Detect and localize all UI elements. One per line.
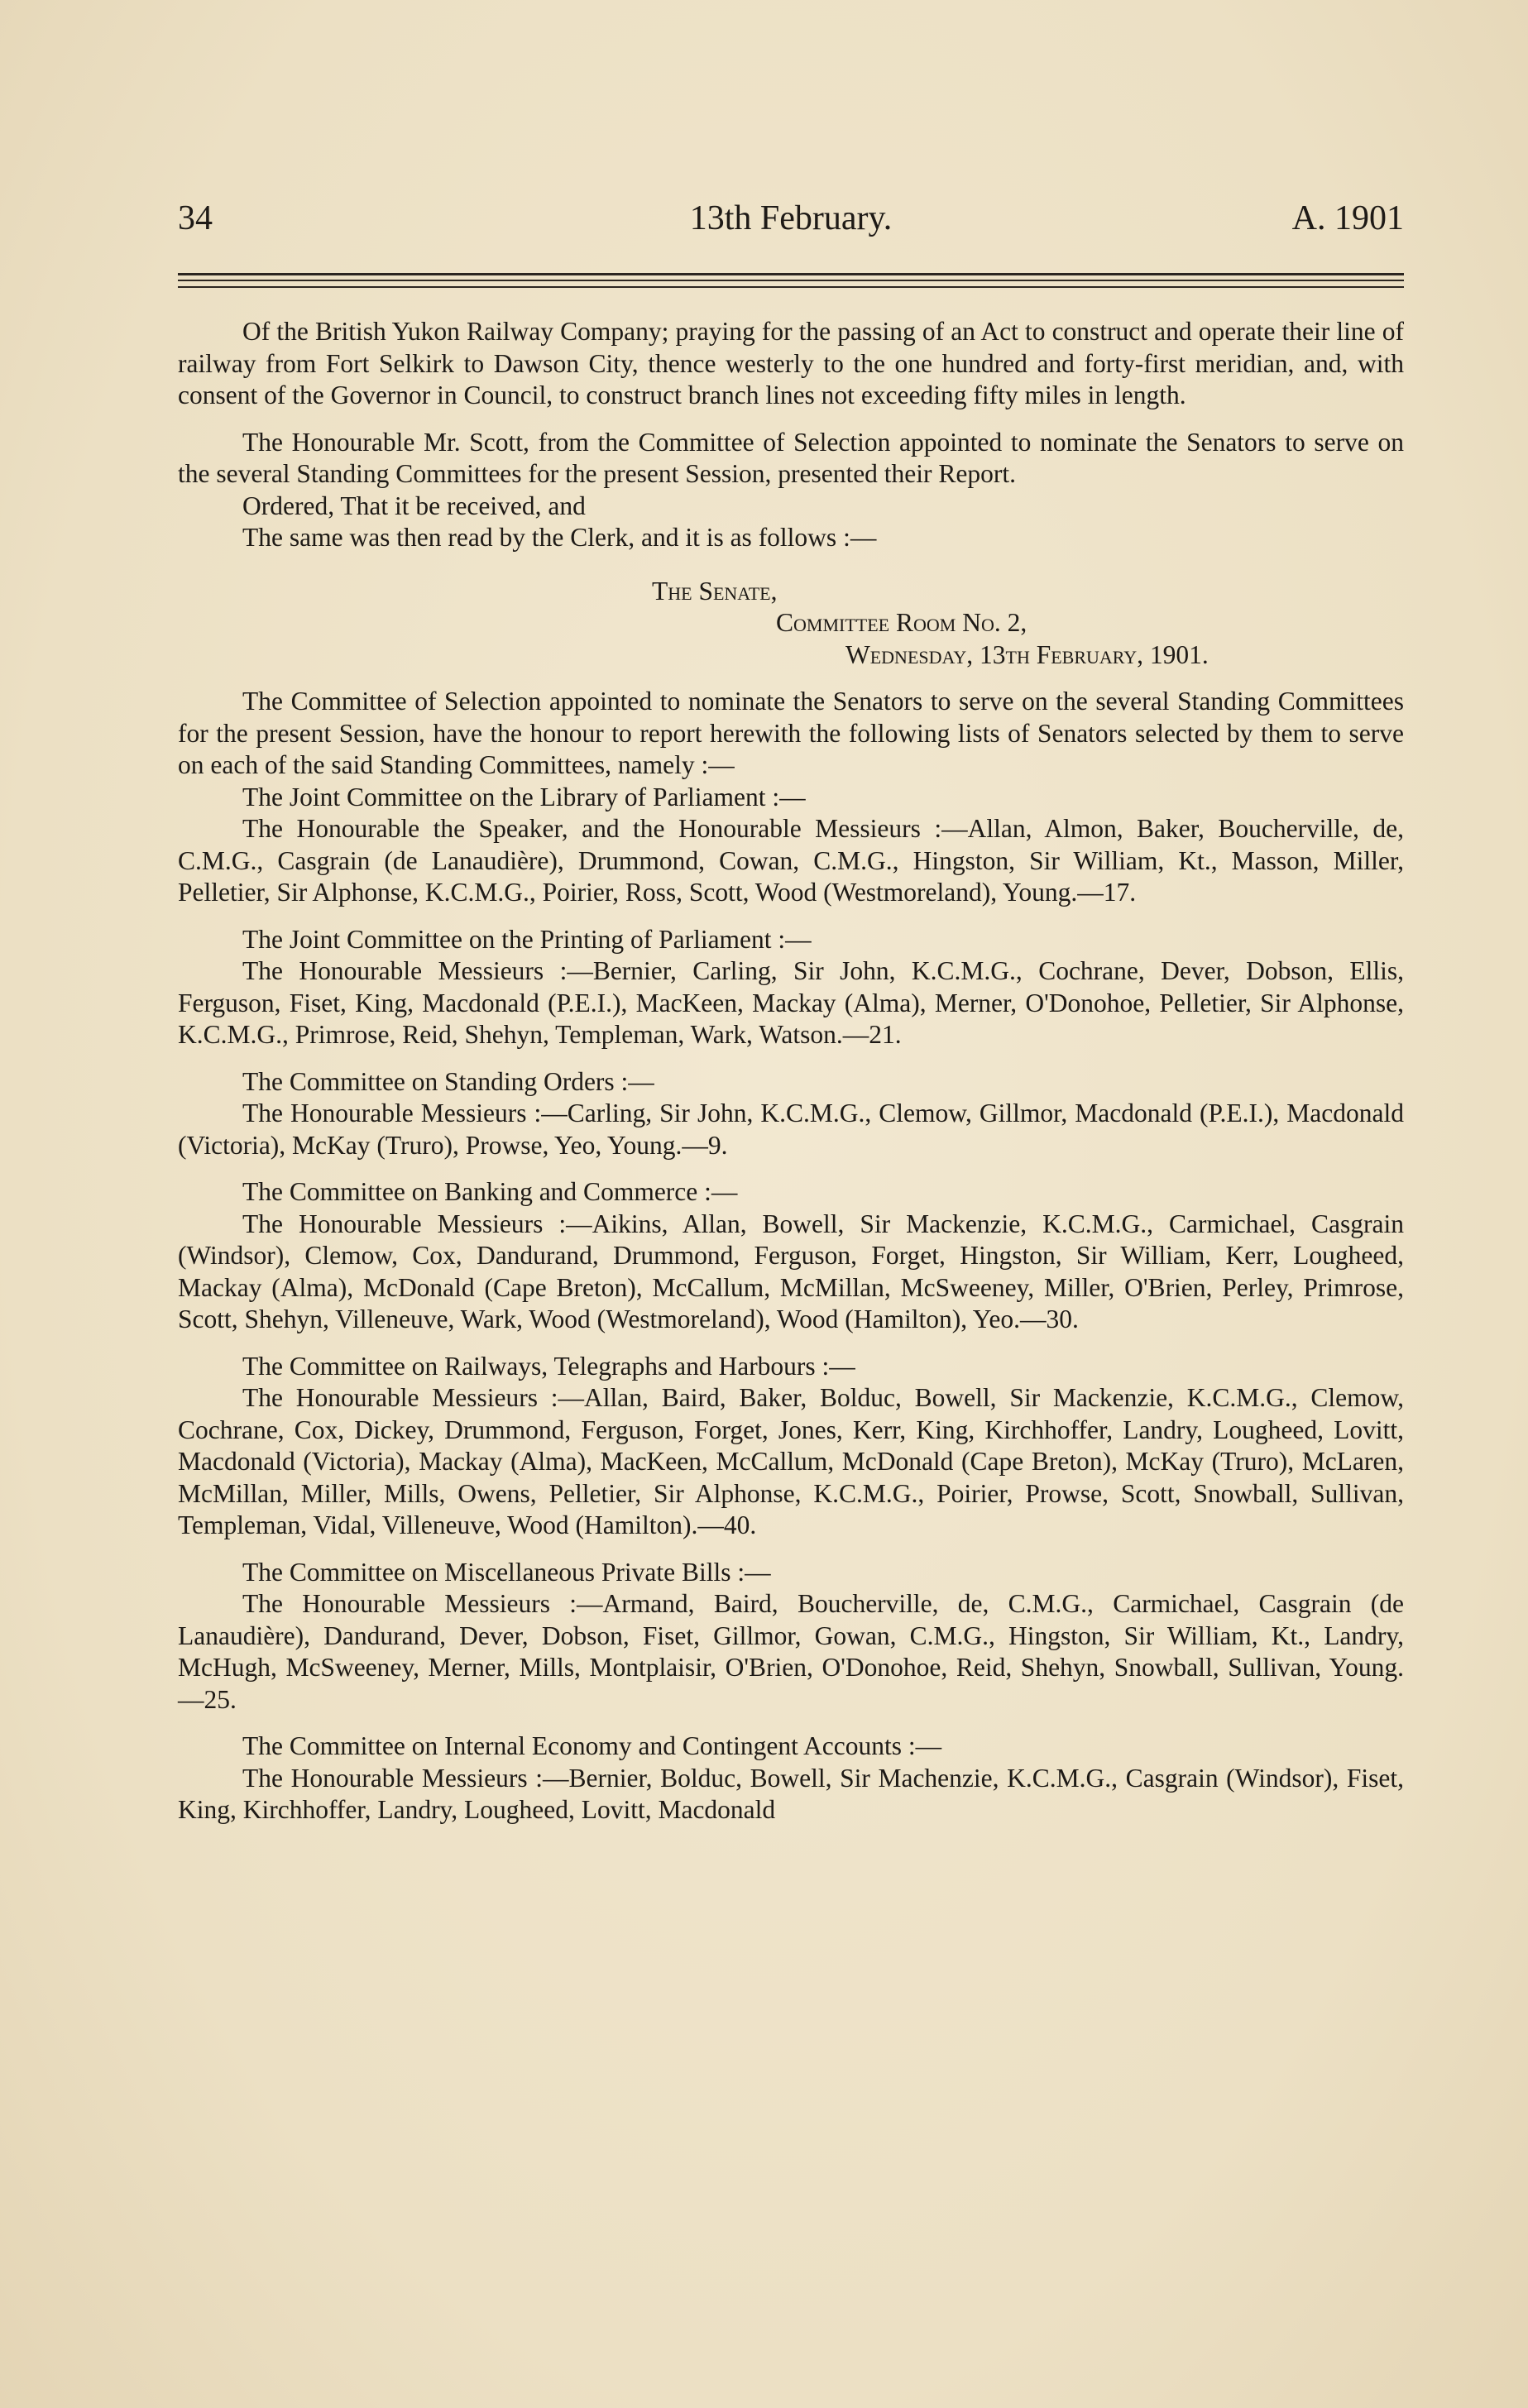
report-date-text: Wednesday, 13th February, 1901.: [845, 639, 1209, 669]
running-header: [178, 192, 1404, 242]
committee-title: The Committee on Standing Orders :—: [242, 1066, 654, 1096]
paragraph: Ordered, That it be received, and: [242, 491, 586, 520]
header-year: A. 1901: [1291, 199, 1404, 237]
committee-title: The Committee on Banking and Commerce :—: [242, 1177, 738, 1206]
committee-title: The Committee on Railways, Telegraphs and Harbours :—: [242, 1351, 855, 1381]
committee-members: The Honourable Messieurs :—Bernier, Bolduc, Bowell, Sir Machenzie, K.C.M.G., Casgrain (Windsor), Fiset, King, Kirchhoffer, Landry, Lougheed, Lovitt, Macdonald: [178, 1763, 1404, 1824]
report-header-date: [178, 639, 1404, 672]
committee-members: The Honourable Messieurs :—Allan, Baird, Baker, Bolduc, Bowell, Sir Mackenzie, K.C.M.G., Clemow, Cochrane, Cox, Dickey, Drummond, Ferguson, Forget, Jones, Kerr, King, Kirchhoffer, Landry, Lougheed, Lovitt, Macdonald (Victoria), Mackay (Alma), MacKeen, McCallum, McDonald (Cape Breton), McKay (Truro), McLaren, McMillan, Miller, Mills, Owens, Pelletier, Sir Alphonse, K.C.M.G., Poirier, Prowse, Scott, Snowball, Sullivan, Templeman, Vidal, Villeneuve, Wood (Hamilton).—40.: [178, 1383, 1404, 1539]
header-rule: [178, 271, 1404, 291]
committee-members: The Honourable the Speaker, and the Honourable Messieurs :—Allan, Almon, Baker, Boucherville, de, C.M.G., Casgrain (de Lanaudière), Drummond, Cowan, C.M.G., Hingston, Sir William, Kt., Masson, Miller, Pelletier, Sir Alphonse, K.C.M.G., Poirier, Ross, Scott, Wood (Westmoreland), Young.—17.: [178, 814, 1404, 907]
committee-members: The Honourable Messieurs :—Bernier, Carling, Sir John, K.C.M.G., Cochrane, Dever, Dobson, Ellis, Ferguson, Fiset, King, Macdonald (P.E.I.), MacKeen, Mackay (Alma), Merner, O'Donohoe, Pelletier, Sir Alphonse, K.C.M.G., Primrose, Reid, Shehyn, Templeman, Wark, Watson.—21.: [178, 956, 1404, 1049]
committee-members: The Honourable Messieurs :—Armand, Baird, Boucherville, de, C.M.G., Carmichael, Casgrain (de Lanaudière), Dandurand, Dever, Dobson, Fiset, Gillmor, Gowan, C.M.G., Hingston, Sir William, Kt., Landry, McHugh, McSweeney, Merner, Mills, Montplaisir, O'Brien, O'Donohoe, Reid, Shehyn, Snowball, Sullivan, Young.—25.: [178, 1589, 1404, 1714]
paragraph: Of the British Yukon Railway Company; praying for the passing of an Act to construct and operate their line of railway from Fort Selkirk to Dawson City, thence westerly to the one hundred and forty-first meridian, and, with consent of the Governor in Council, to construct branch lines not exceeding fifty miles in length.: [178, 317, 1404, 409]
paragraph: The same was then read by the Clerk, and it is as follows :—: [242, 523, 877, 552]
header-date: 13th February.: [689, 199, 893, 237]
document-body: [178, 316, 1404, 1826]
report-intro: The Committee of Selection appointed to nominate the Senators to serve on the several Standing Committees for the present Session, have the honour to report herewith the following lists of Senators selected by them to serve on each of the said Standing Committees, namely :—: [178, 687, 1404, 779]
committee-members: The Honourable Messieurs :—Aikins, Allan, Bowell, Sir Mackenzie, K.C.M.G., Carmichael, Casgrain (Windsor), Clemow, Cox, Dandurand, Drummond, Ferguson, Forget, Hingston, Sir William, Kerr, Lougheed, Mackay (Alma), McDonald (Cape Breton), McCallum, McMillan, McSweeney, Miller, O'Brien, Perley, Primrose, Scott, Shehyn, Villeneuve, Wark, Wood (Westmoreland), Wood (Hamilton), Yeo.—30.: [178, 1209, 1404, 1333]
committee-title: The Joint Committee on the Printing of Parliament :—: [242, 924, 812, 954]
committee-title: The Committee on Miscellaneous Private Bills :—: [242, 1557, 771, 1587]
committee-title: The Committee on Internal Economy and Contingent Accounts :—: [242, 1731, 942, 1760]
report-header-room: Committee Room No. 2,: [776, 608, 1027, 637]
committee-title: The Joint Committee on the Library of Parliament :—: [242, 782, 806, 811]
page-number: 34: [178, 199, 213, 237]
report-header-senate: The Senate,: [652, 576, 778, 606]
committee-members: The Honourable Messieurs :—Carling, Sir John, K.C.M.G., Clemow, Gillmor, Macdonald (P.E.I.), Macdonald (Victoria), McKay (Truro), Prowse, Yeo, Young.—9.: [178, 1099, 1404, 1160]
paragraph: The Honourable Mr. Scott, from the Committee of Selection appointed to nominate the Senators to serve on the several Standing Committees for the present Session, presented their Report.: [178, 427, 1404, 488]
